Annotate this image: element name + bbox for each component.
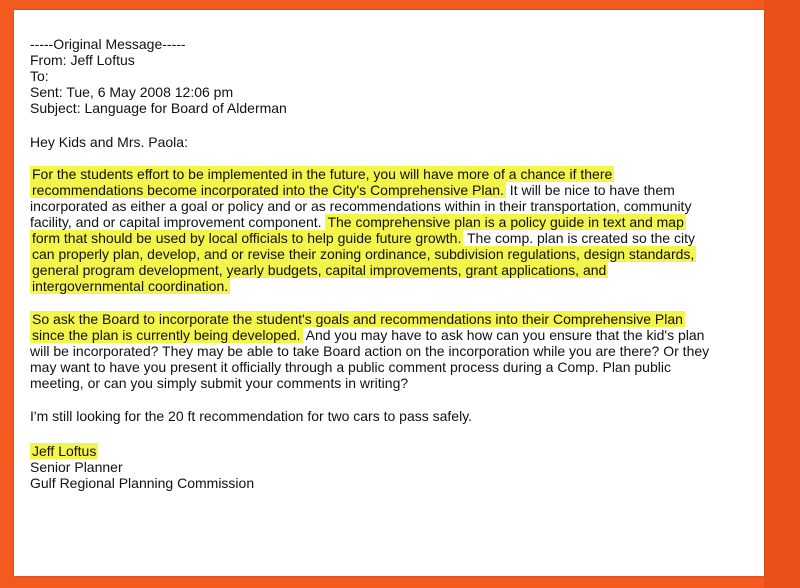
text: It will be nice to have them [505, 182, 675, 198]
highlight: intergovernmental coordination. [32, 278, 229, 294]
sent-line: Sent: Tue, 6 May 2008 12:06 pm [30, 84, 234, 100]
p1-line-8 [30, 278, 230, 294]
from-line: From: Jeff Loftus [30, 52, 135, 68]
scan-edge [764, 0, 800, 588]
highlight: recommendations become incorporated into the City's Comprehensive Plan. [32, 182, 504, 198]
p1-line-3: incorporated as either a goal or policy and or as recommendations within in their transportation, community [30, 198, 692, 214]
greeting: Hey Kids and Mrs. Paola: [30, 134, 188, 150]
highlight: form that should be used by local officials to help guide future growth. [32, 230, 462, 246]
highlight: since the plan is currently being developed. [32, 327, 301, 343]
highlight: general program development, yearly budgets, capital improvements, grant applications, and [32, 262, 607, 278]
p3-line: I'm still looking for the 20 ft recommendation for two cars to pass safely. [30, 408, 473, 424]
highlight: can properly plan, develop, and or revise their zoning ordinance, subdivision regulations, design standards, [32, 246, 695, 262]
original-message-marker: -----Original Message----- [30, 36, 186, 52]
p1-line-5 [30, 230, 695, 246]
p2-line-4: may want to have you present it officially through a public comment process during a Comp. Plan public [30, 359, 671, 375]
highlight: The comprehensive plan is a policy guide in text and map [327, 214, 684, 230]
signature-title: Senior Planner [30, 459, 123, 475]
highlight: For the students effort to be implemented in the future, you will have more of a chance if there [32, 166, 613, 182]
p1-line-4 [30, 214, 686, 230]
to-line: To: [30, 68, 49, 84]
p2-line-5: meeting, or can you simply submit your comments in writing? [30, 375, 409, 391]
p2-line-2 [30, 327, 704, 343]
text: The comp. plan is created so the city [463, 230, 695, 246]
text: And you may have to ask how can you ensure that the kid's plan [302, 327, 705, 343]
signature-organization: Gulf Regional Planning Commission [30, 475, 255, 491]
subject-line: Subject: Language for Board of Alderman [30, 100, 287, 116]
p1-line-2 [30, 182, 675, 198]
highlight: So ask the Board to incorporate the student's goals and recommendations into their Comprehensive Plan [32, 311, 683, 327]
p2-line-1 [30, 311, 685, 327]
signature-name: Jeff Loftus [32, 443, 97, 459]
p1-line-6 [30, 246, 696, 262]
text: facility, and or capital improvement component. [30, 214, 326, 230]
p1-line-1 [30, 166, 614, 182]
p2-line-3: will be incorporated? They may be able to take Board action on the incorporation while you are there? Or they [30, 343, 710, 359]
signature-name-line [30, 443, 98, 459]
p1-line-7 [30, 262, 608, 278]
